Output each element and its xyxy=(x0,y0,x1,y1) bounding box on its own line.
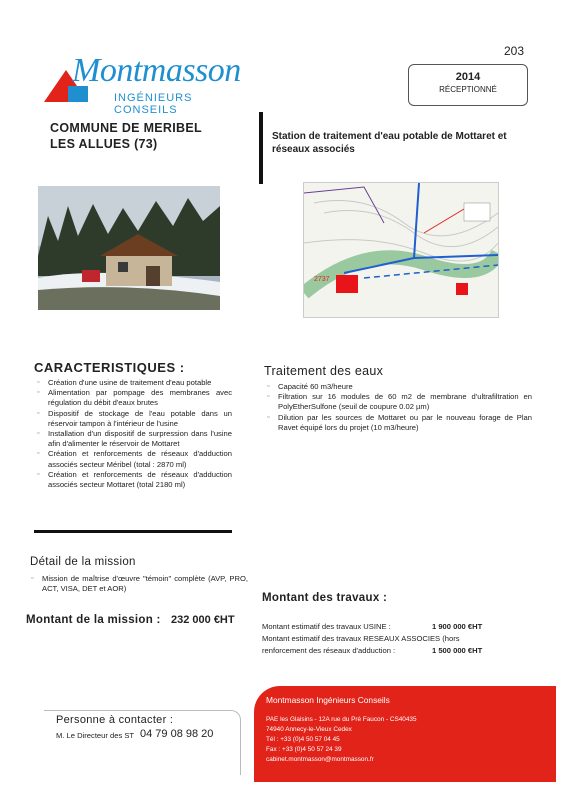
company-tel: Tél : +33 (0)4 50 57 04 45 xyxy=(266,736,340,743)
status-label: RÉCEPTIONNÉ xyxy=(439,85,497,94)
company-address: PAE les Glaisins - 12A rue du Pré Faucon - CS40435 xyxy=(266,716,417,723)
list-item: ▫ Création et renforcements de réseaux d'adduction associés secteur Mottaret (total 2180 ml) xyxy=(34,470,232,490)
project-title: Station de traitement d'eau potable de Mottaret et réseaux associés xyxy=(272,131,507,155)
list-item: ▫ Création et renforcements de réseaux d'adduction associés secteur Méribel (total : 2870 ml) xyxy=(34,449,232,469)
contact-label: M. Le Directeur des ST xyxy=(56,731,135,740)
list-item: ▫ Dilution par les sources de Mottaret ou par le nouveau forage de Plan Ravet équipé lors du projet (10 m3/heure) xyxy=(264,413,532,433)
contact-heading: Personne à contacter : xyxy=(56,714,174,726)
contact-phone: 04 79 08 98 20 xyxy=(140,728,214,740)
mission-amount-value: 232 000 €HT xyxy=(171,614,235,626)
site-photo xyxy=(38,186,220,310)
travaux-label: Montant estimatif des travaux RESEAUX ASSOCIES (hors xyxy=(262,634,460,643)
mission-list xyxy=(28,574,248,594)
commune-block xyxy=(50,120,202,152)
status-box xyxy=(408,64,528,106)
commune-subname: LES ALLUES (73) xyxy=(50,137,158,151)
list-item: ▫ Mission de maîtrise d'œuvre "témoin" complète (AVP, PRO, ACT, VISA, DET et AOR) xyxy=(28,574,248,594)
travaux-label: renforcement des réseaux d'adduction : xyxy=(262,646,396,655)
mission-heading: Détail de la mission xyxy=(30,556,136,568)
list-item: ▫ Création d'une usine de traitement d'eau potable xyxy=(34,378,232,388)
title-divider xyxy=(259,112,263,184)
travaux-label: Montant estimatif des travaux USINE : xyxy=(262,622,391,631)
section-divider xyxy=(34,530,232,533)
traitement-heading: Traitement des eaux xyxy=(264,364,384,378)
company-city: 74940 Annecy-le-Vieux Cedex xyxy=(266,726,352,733)
site-plan-map xyxy=(303,182,499,318)
travaux-line-renforcement xyxy=(262,646,483,655)
travaux-value: 1 500 000 €HT xyxy=(432,646,483,655)
travaux-line-usine xyxy=(262,622,483,631)
company-logo xyxy=(40,52,241,116)
list-item: ▫ Capacité 60 m3/heure xyxy=(264,382,532,392)
logo-tagline: INGÉNIEURS CONSEILS xyxy=(114,92,193,116)
caracteristiques-list xyxy=(34,378,232,490)
company-info-block xyxy=(254,686,556,782)
commune-name: COMMUNE DE MERIBEL xyxy=(50,121,202,135)
page-number: 203 xyxy=(504,44,525,58)
list-item: ▫ Installation d'un dispositif de surpression dans l'usine afin d'alimenter le réservoir de Mottaret xyxy=(34,429,232,449)
traitement-list xyxy=(264,382,532,433)
list-item: ▫ Alimentation par pompage des membranes avec régulation du débit d'eaux brutes xyxy=(34,388,232,408)
travaux-heading: Montant des travaux : xyxy=(262,592,388,604)
list-item: ▫ Dispositif de stockage de l'eau potable dans un réservoir tampon à l'intérieur de l'usine xyxy=(34,409,232,429)
company-fax: Fax : +33 (0)4 50 57 24 39 xyxy=(266,746,342,753)
list-item: ▫ Filtration sur 16 modules de 60 m2 de membrane d'ultrafiltration en PolyEtherSulfone (seuil de coupure 0.02 µm) xyxy=(264,392,532,412)
status-year: 2014 xyxy=(455,71,481,83)
mission-amount-label: Montant de la mission : xyxy=(26,614,161,626)
travaux-value: 1 900 000 €HT xyxy=(432,622,483,631)
company-email: cabinet.montmasson@montmasson.fr xyxy=(266,756,374,763)
company-name: Montmasson Ingénieurs Conseils xyxy=(266,695,390,705)
caracteristiques-heading: CARACTERISTIQUES : xyxy=(34,360,185,375)
logo-wordmark: Montmasson xyxy=(72,52,241,89)
travaux-line-reseaux xyxy=(262,634,460,643)
map-label: 2737 xyxy=(314,276,330,283)
